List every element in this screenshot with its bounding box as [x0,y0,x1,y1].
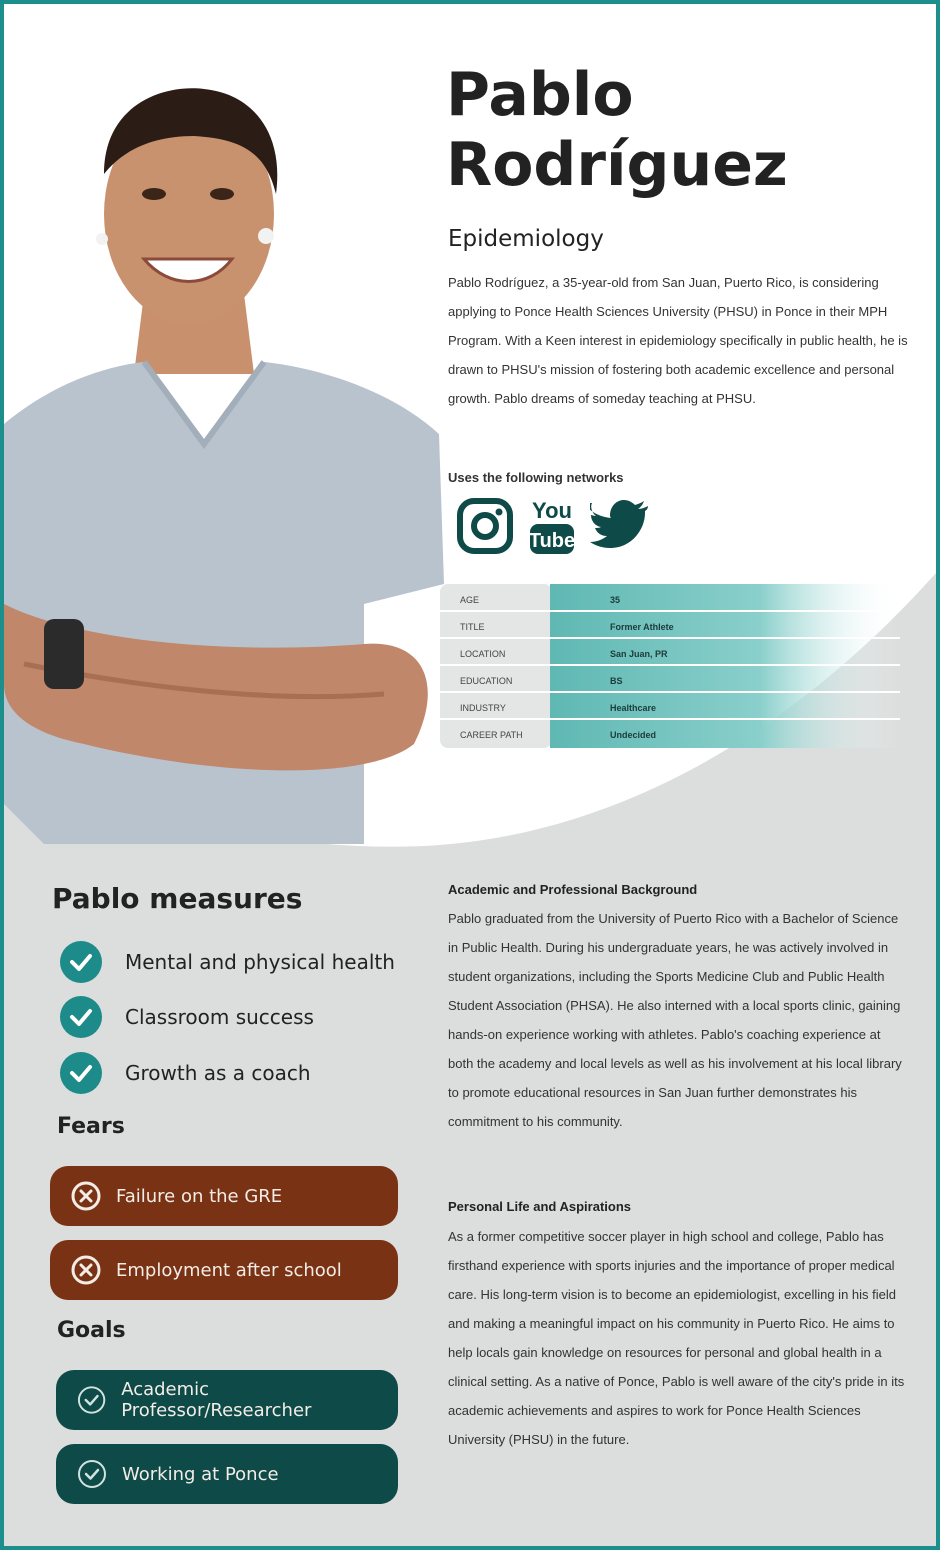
measure-label: Growth as a coach [125,1061,311,1085]
stat-label: LOCATION [460,649,506,659]
twitter-icon[interactable] [590,500,650,552]
check-icon [60,941,102,983]
stat-label: INDUSTRY [460,703,506,713]
measures-title: Pablo measures [52,882,303,915]
goals-title: Goals [57,1318,126,1343]
portrait-photo [4,44,454,854]
stat-value: San Juan, PR [610,649,668,659]
stat-row-industry [440,694,900,721]
fears-title: Fears [57,1114,125,1139]
check-circle-icon [76,1458,108,1490]
check-circle-icon [76,1384,107,1416]
measure-label: Classroom success [125,1005,314,1029]
goal-item [56,1370,398,1430]
x-circle-icon [70,1254,102,1286]
stat-value: Healthcare [610,703,657,713]
stat-row-career-path [440,721,900,748]
stat-value: Undecided [610,730,657,740]
stats-table [440,584,900,750]
measure-item [60,941,395,983]
persona-field: Epidemiology [448,226,604,252]
goal-label: Academic Professor/Researcher [121,1379,312,1421]
goal-label: Working at Ponce [122,1463,279,1485]
fear-label: Employment after school [116,1259,342,1281]
check-icon [60,1052,102,1094]
check-icon [60,996,102,1038]
youtube-tube-text: Tube [528,530,576,552]
first-name: Pablo [446,60,634,130]
stat-value: BS [610,676,623,686]
youtube-icon[interactable] [528,496,576,556]
stat-value: Former Athlete [610,622,674,632]
social-networks [456,496,650,556]
stat-row-education [440,667,900,694]
stat-label: AGE [460,595,480,605]
instagram-icon[interactable] [456,497,514,555]
goal-item [56,1444,398,1504]
personal-heading: Personal Life and Aspirations [448,1199,632,1214]
persona-bio: Pablo Rodríguez, a 35-year-old from San Juan, Puerto Rico, is considering applying to Ponce Health Sciences University (PHSU) in Ponce in their MPH Program. With a Keen interest in epidemiology specifically in public health, he is drawn to PHSU's mission of fostering both academic excellence and personal growth. Pablo dreams of someday teaching at PHSU. [448,275,908,406]
background-text: Pablo graduated from the University of Puerto Rico with a Bachelor of Science in Public Health. During his undergraduate years, he was actively involved in student organizations, including the Sports Medicine Club and Public Health Student Association (PHSA). He also interned with a local sports clinic, gaining hands-on experience working with athletes. Pablo's coaching experience at both the academy and local levels as well as his involvement at his local library to promote educational resources in San Juan further demonstrates his commitment to his community. [448,911,902,1129]
stat-value: 35 [610,595,621,605]
stat-row-location [440,640,900,667]
stat-row-age [440,586,900,613]
last-name: Rodríguez [446,130,788,200]
fear-label: Failure on the GRE [116,1185,283,1207]
stat-label: EDUCATION [460,676,513,686]
fear-item [50,1240,398,1300]
stat-label: CAREER PATH [460,730,523,740]
measure-item [60,1052,311,1094]
measure-item [60,996,314,1038]
youtube-you-text: You [532,498,572,523]
measure-label: Mental and physical health [125,950,395,974]
stat-label: TITLE [460,622,485,632]
fear-item [50,1166,398,1226]
background-heading: Academic and Professional Background [448,882,698,897]
persona-name [446,60,788,200]
x-circle-icon [70,1180,102,1212]
stat-row-title [440,613,900,640]
networks-label: Uses the following networks [448,470,624,485]
personal-text: As a former competitive soccer player in high school and college, Pablo has firsthand experience with sports injuries and the importance of proper medical care. His long-term vision is to become an epidemiologist, excelling in his field and making a meaningful impact on his community in Puerto Rico. He aims to help locals gain knowledge on resources for personal and global health in a clinical setting. As a native of Ponce, Pablo is well aware of the city's pride in its academic achievements and aspires to work for Ponce Health Sciences University (PHSU) in the future. [448,1229,905,1447]
